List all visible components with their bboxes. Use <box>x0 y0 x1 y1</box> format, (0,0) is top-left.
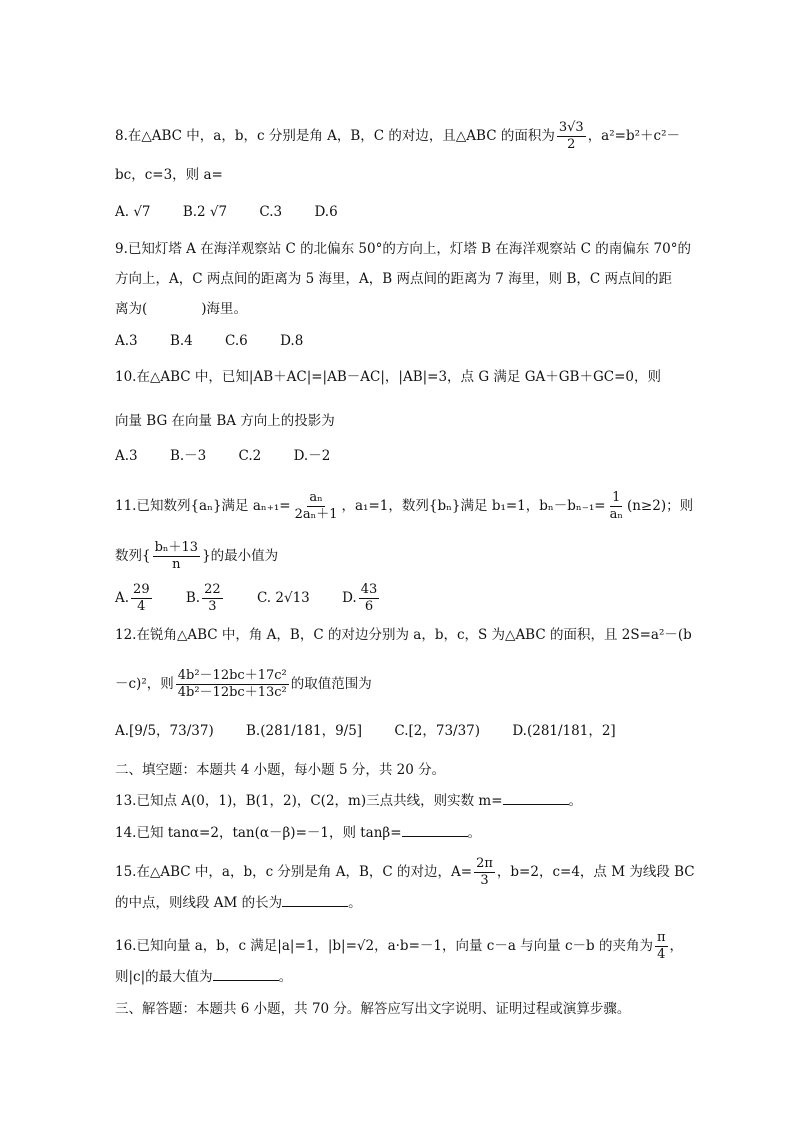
q9-option-b: B.4 <box>169 333 193 349</box>
section-3-heading: 三、解答题：本题共 6 小题，共 70 分。解答应写出文字说明、证明过程或演算步骤。 <box>115 1001 631 1017</box>
q12-expression-fraction: $\frac{\text{4b²－12bc＋17c²}}{\text{4b²－12bc＋13c²}}$ <box>177 668 287 700</box>
q11-difference-fraction: $\frac{1}{\text{aₙ}}$ <box>609 490 623 522</box>
section-2-heading: 二、填空题：本题共 4 小题，每小题 5 分，共 20 分。 <box>115 762 446 778</box>
question-12-options <box>115 722 644 740</box>
q15-angle-fraction: $\frac{2\pi}{3}$ <box>476 856 493 888</box>
q15-answer-blank[interactable] <box>282 894 348 907</box>
q9-option-d: D.8 <box>280 333 304 349</box>
q11-recurrence-fraction: $\frac{\text{aₙ}}{\text{2aₙ＋1}}$ <box>294 490 338 522</box>
question-15-line-2: 的中点，则线段 AM 的长为 。 <box>115 895 362 911</box>
q16-angle-fraction: $\frac{\pi}{4}$ <box>656 930 666 962</box>
q8-option-b: B.2 √7 <box>182 204 228 220</box>
q11-option-d: D. $\frac{43}{6}$ <box>342 582 378 614</box>
q14-answer-blank[interactable] <box>402 824 468 837</box>
question-8-line-2: bc，c=3，则 a= <box>115 167 223 183</box>
question-8-options <box>115 203 366 221</box>
q9-option-a: A.3 <box>115 333 138 349</box>
q8-text: 8.在△ABC 中，a，b，c 分别是角 A，B，C 的对边，且△ABC 的面积为 <box>115 128 555 144</box>
question-12-line-1: 12.在锐角△ABC 中，角 A，B，C 的对边分别为 a，b，c，S 为△ABC 的面积，且 2S=a²－(b <box>115 627 692 643</box>
question-11-line-1: 11.已知数列{aₙ}满足 aₙ₊₁= $\frac{\text{aₙ}}{\text{2aₙ＋1}}$ ，a₁=1，数列{bₙ}满足 b₁=1，bₙ－bₙ₋₁= $\frac{1}{\text{aₙ}}$ (n≥2)；则 <box>115 490 694 522</box>
q12-option-b: B.(281/181，9/5] <box>246 723 363 739</box>
q8-option-a: A. √7 <box>115 204 151 220</box>
question-9-line-2: 方向上，A，C 两点间的距离为 5 海里，A，B 两点间的距离为 7 海里，则 B，C 两点间的距 <box>115 271 673 287</box>
q11-sequence-fraction: $\frac{\text{bₙ＋13}}{n}$ <box>154 540 199 572</box>
question-14: 14.已知 tanα=2，tan(α－β)=－1，则 tanβ= 。 <box>115 825 482 841</box>
q12-option-a: A.[9/5，73/37) <box>115 723 214 739</box>
question-11-options <box>115 582 409 615</box>
question-9-line-1: 9.已知灯塔 A 在海洋观察站 C 的北偏东 50°的方向上，灯塔 B 在海洋观察站 C 的南偏东 70°的 <box>115 241 691 257</box>
q10-option-d: D.－2 <box>293 448 331 464</box>
q10-option-a: A.3 <box>115 448 138 464</box>
q12-option-d: D.(281/181，2] <box>512 723 616 739</box>
question-13: 13.已知点 A(0，1)，B(1，2)，C(2，m)三点共线，则实数 m= 。 <box>115 793 583 809</box>
q11-option-c: C. 2√13 <box>256 590 310 606</box>
question-12-line-2: －c)²，则 $\frac{\text{4b²－12bc＋17c²}}{\text{4b²－12bc＋13c²}}$ 的取值范围为 <box>115 668 372 700</box>
q13-answer-blank[interactable] <box>503 792 569 805</box>
q16-answer-blank[interactable] <box>213 968 279 981</box>
q8-option-d: D.6 <box>314 204 338 220</box>
q10-option-b: B.－3 <box>169 448 207 464</box>
question-10-line-2: 向量 BG 在向量 BA 方向上的投影为 <box>115 413 335 429</box>
q11-option-b: B. $\frac{22}{3}$ <box>185 582 221 614</box>
q11-option-a: A. $\frac{29}{4}$ <box>115 582 150 614</box>
question-16-line-1: 16.已知向量 a，b，c 满足|a|=1，|b|=√2，a·b=－1，向量 c－a 与向量 c－b 的夹角为 $\frac{\pi}{4}$ ， <box>115 930 683 962</box>
question-11-line-2: 数列{ $\frac{\text{bₙ＋13}}{n}$ }的最小值为 <box>115 540 279 572</box>
q8-option-c: C.3 <box>259 204 283 220</box>
q12-option-c: C.[2，73/37) <box>394 723 481 739</box>
q8-area-fraction: $\frac{3√3}{2}$ <box>558 120 584 152</box>
q8-text-2: ，a²=b²＋c²－ <box>587 128 680 144</box>
question-16-line-2: 则|c|的最大值为 。 <box>115 969 293 985</box>
q10-option-c: C.2 <box>238 448 262 464</box>
question-15-line-1: 15.在△ABC 中，a，b，c 分别是角 A，B，C 的对边，A= $\frac{2\pi}{3}$ ，b=2，c=4，点 M 为线段 BC <box>115 856 695 888</box>
question-9-line-3: 离为( )海里。 <box>115 301 248 317</box>
q9-option-c: C.6 <box>225 333 248 349</box>
question-9-options <box>115 332 331 350</box>
question-10-options <box>115 447 358 465</box>
question-10-line-1: 10.在△ABC 中，已知|AB＋AC|=|AB－AC|，|AB|=3，点 G 满足 GA＋GB＋GC=0，则 <box>115 369 661 385</box>
question-8-line-1 <box>115 120 680 153</box>
